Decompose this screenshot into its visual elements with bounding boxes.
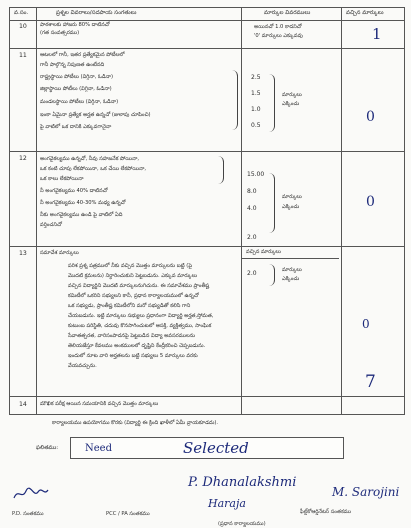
handwritten-mark: 0 bbox=[362, 317, 370, 331]
marks-detail-line: అయినచో 1.0 కాదనిచో bbox=[254, 24, 302, 30]
row-text-line: ఇందులో నూట వారి అర్హతలను బట్టి సభ్యులు 5 మార్కులు వరకు bbox=[68, 353, 198, 359]
row-divider bbox=[10, 20, 404, 21]
row-text-line: మౌఖిక పరీక్ష ఆయిన సమయానికి వచ్చిన మొత్తం మార్కులు bbox=[40, 401, 159, 407]
row-text-line: నీ అంగవైకల్యము 40% దాటినచో bbox=[40, 188, 108, 194]
row-number: 14 bbox=[19, 401, 27, 408]
row-text-line: పాఠశాలకు హాజరు 80% దాటినచో bbox=[40, 22, 110, 28]
row-text-line: చేయబడును. ఇట్టి మార్కులు సభ్యులు ప్రధానంగా విద్యార్థి అర్హత,స్తోమత, bbox=[68, 313, 214, 319]
marks-label: మార్కులు bbox=[282, 267, 302, 273]
row-number: 10 bbox=[19, 23, 27, 30]
header-sno: వ.సం. bbox=[14, 10, 29, 16]
row-number: 12 bbox=[19, 155, 27, 162]
row-text-line: కమిటీలో ఒకరిని సభ్యులని కానీ, ప్రధాన కార్యాలయములో ఉన్నచో bbox=[68, 293, 199, 299]
row-text-line: ఒక కంటి చూపు లేకపోయినా, ఒక చేయి లేకపోయినా, bbox=[40, 166, 147, 172]
grouping-brace bbox=[269, 173, 275, 233]
row-text-line: అంగవైకల్యము ఉన్నచో, నీవు సహజనేక పోయినా, bbox=[40, 156, 140, 162]
marks-value: 1.0 bbox=[251, 106, 261, 113]
marks-value: 2.5 bbox=[251, 74, 261, 81]
marks-value: 15.00 bbox=[247, 171, 265, 178]
table-divider bbox=[341, 8, 342, 414]
marks-value: 8.0 bbox=[247, 188, 257, 195]
handwritten-mark: 1 bbox=[372, 25, 382, 43]
marks-label: ఎక్కించు bbox=[282, 204, 300, 210]
row-text-line: వచ్చిన విద్యార్థిని మొదటి మార్కులనుగిచును. ఈ సమావేశము ప్రాంతీష్ట bbox=[68, 283, 210, 289]
pcc-signature-label: PCC / PA సంతకము bbox=[106, 511, 150, 517]
coordinator-signature-label: ఫీల్డ్‌కోఆర్డినేటర్ సంతకము bbox=[300, 509, 352, 515]
row-divider bbox=[10, 48, 404, 49]
row-title: సమావేశ మార్కులు bbox=[40, 250, 79, 256]
right-signature: M. Sarojini bbox=[332, 485, 400, 499]
marks-label: ఎక్కించు bbox=[282, 101, 300, 107]
pd-signature-label: P.D. సంతకము bbox=[12, 511, 44, 517]
header-marks-awarded: వచ్చిన మార్కులు bbox=[346, 10, 384, 16]
marks-value: 4.0 bbox=[247, 205, 257, 212]
row-divider bbox=[10, 151, 404, 152]
result-box bbox=[70, 437, 344, 459]
row-text-line: పరిశ ప్రశ్న పత్రములో నీకు వచ్చిన మొత్తం మార్కులను బట్టి (పై bbox=[68, 263, 193, 269]
center-signature-label: (ప్రధాన కార్యాలయము) bbox=[218, 521, 266, 527]
row-text-line: మండలస్థాయి పోటీలు (విగ్గినా, ఓడినా) bbox=[40, 99, 119, 105]
row-divider bbox=[10, 396, 404, 397]
row-text-line: నీకు అంగవైకల్యము ఉండి పై వాటిలో ఏది bbox=[40, 212, 123, 218]
grouping-brace bbox=[269, 74, 275, 132]
row-text-line: రాష్ట్రస్థాయి పోటీలు (విగ్గినా, ఓడినా) bbox=[40, 74, 114, 80]
row-text-line: (గత సంవత్సరము) bbox=[40, 30, 80, 36]
handwritten-result-right: Selected bbox=[183, 439, 249, 457]
row-text-line: ఒక సభ్యుడు, ప్రాంతీష్ట కమిటీలోని మరో సభ్యుడితో కలిసి గాని bbox=[68, 303, 191, 309]
row-number: 11 bbox=[19, 52, 27, 59]
marks-value: 0.5 bbox=[251, 122, 261, 129]
grouping-brace bbox=[232, 70, 238, 130]
handwritten-mark: 7 bbox=[365, 372, 376, 392]
row-text-line: ఒక కాలు లేకపోయినా bbox=[40, 176, 84, 182]
row-text-line: జిల్లాస్థాయి పోటీలు (విగ్గినా, ఓడినా) bbox=[40, 86, 112, 92]
header-component: ప్రశ్నల వివరాలు/సదపాయ సంగతులు bbox=[56, 10, 137, 16]
center-signature: P. Dhanalakshmi bbox=[188, 475, 297, 490]
marks-value: 1.5 bbox=[251, 90, 261, 97]
grouping-brace bbox=[218, 156, 224, 184]
row-text-line: ఆటలలో గానీ, ఇతర ప్రత్యేకమైన పోటీలలో bbox=[40, 52, 125, 58]
marks-label: ఎక్కించు bbox=[282, 276, 300, 282]
row-text-line: మొదటి క్రమలను) నిర్ధారించుకుని పెట్టబడును. ఎక్కువ మార్కులు bbox=[68, 273, 198, 279]
result-label: ఫలితము: bbox=[36, 445, 59, 451]
row-text-line: వర్తించనిచో bbox=[40, 222, 62, 228]
office-use-note: కార్యాలయము ఉపయోగము కొరకు (విద్యార్థి ఈ క్రింది ఖాళీలో ఏమీ వ్రాయకూడదు). bbox=[52, 420, 219, 426]
marks-detail-line: '0' మార్కులు ఎక్కువవు bbox=[254, 33, 303, 39]
row-text-line: ఇంకా ఏమైనా ప్రత్యేక అర్హత ఉన్నచో (జులాపు చూపించి) bbox=[40, 112, 151, 118]
center-signature-second: Haraja bbox=[208, 497, 246, 510]
table-divider bbox=[241, 8, 242, 414]
marks-value: 2.0 bbox=[247, 270, 257, 277]
pd-signature-mark bbox=[12, 486, 50, 502]
row-text-line: పై వాటిలో ఒక దానికి ఎక్కువగానైనా bbox=[40, 124, 112, 130]
row-text-line: సేవాతత్పరత, వారిసంపాదనపై పెట్టబడిన విద్యా అవసరములను bbox=[68, 333, 196, 339]
handwritten-mark: 0 bbox=[366, 194, 375, 210]
marks-label: మార్కులు bbox=[282, 194, 302, 200]
row-number: 13 bbox=[19, 250, 27, 257]
row-divider bbox=[10, 246, 404, 247]
evaluation-table bbox=[9, 7, 405, 415]
row-text-line: కుటుంబ పరిస్థితి, చదువు కొనసాగించుటలో ఆసక్తి, వ్యక్తిత్వము, సాంఘిక bbox=[68, 323, 212, 329]
marks-label: మార్కులు bbox=[282, 92, 302, 98]
handwritten-result-left: Need bbox=[85, 443, 112, 454]
header-marks-details: మార్కుల వివరములు bbox=[264, 10, 311, 16]
row-text-line: గానీ పాల్గొన్న నిపుణత ఉంటేనది bbox=[40, 62, 105, 68]
marks-title: వచ్చిన మార్కులు bbox=[246, 249, 281, 255]
row-divider bbox=[241, 258, 339, 259]
handwritten-mark: 0 bbox=[366, 109, 375, 125]
row-text-line: తెలియజేస్తూ కేవలము అంకములలో దృష్టిని కేంద్రీకరించి చెప్పబడును. bbox=[68, 343, 206, 349]
grouping-brace bbox=[269, 264, 275, 286]
row-text-line: వేయవచ్చును. bbox=[68, 363, 97, 369]
row-text-line: నీ అంగవైకల్యము 40-30% మధ్య ఉన్నచో bbox=[40, 200, 126, 206]
marks-value: 2.0 bbox=[247, 234, 257, 241]
table-divider bbox=[36, 8, 37, 414]
